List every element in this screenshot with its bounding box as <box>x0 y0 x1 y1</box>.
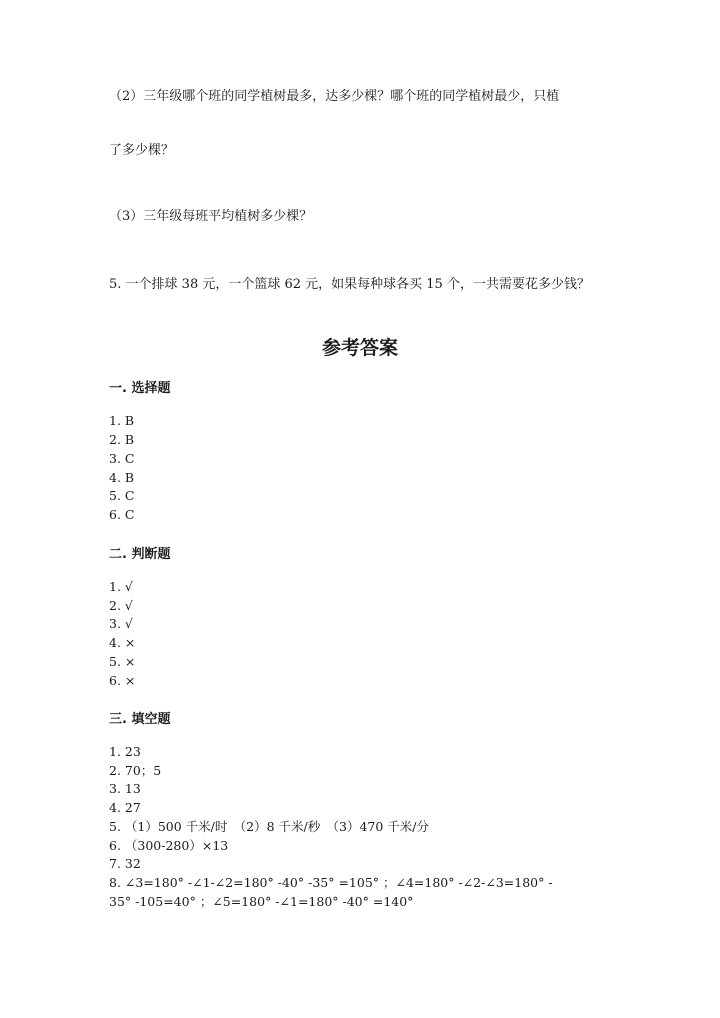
list-item: 6. （300-280）×13 <box>109 838 229 853</box>
list-item: 1. 23 <box>109 744 141 759</box>
list-item: 8. ∠3=180° -∠1-∠2=180° -40° -35° =105° ；∠4=180° -∠2-∠3=180° - <box>109 875 553 890</box>
list-item: 7. 32 <box>109 856 141 871</box>
section-heading-judge: 二. 判断题 <box>109 547 171 562</box>
list-item: 2. B <box>109 432 135 447</box>
list-item: 3. C <box>109 451 135 466</box>
question-2-line-1: （2）三年级哪个班的同学植树最多，达多少棵？哪个班的同学植树最少，只植 <box>109 89 560 104</box>
question-5: 5. 一个排球 38 元，一个篮球 62 元，如果每种球各买 15 个，一共需要花多少钱？ <box>109 277 590 292</box>
list-item: 5. C <box>109 488 135 503</box>
list-item: 1. √ <box>109 579 133 594</box>
list-item: 5. （1）500 千米/时 （2）8 千米/秒 （3）470 千米/分 <box>109 819 429 834</box>
list-item: 6. × <box>109 673 136 688</box>
list-item: 4. × <box>109 635 136 650</box>
list-item: 4. 27 <box>109 800 141 815</box>
list-item: 6. C <box>109 507 135 522</box>
question-3: （3）三年级每班平均植树多少棵？ <box>109 209 313 224</box>
question-2-line-2: 了多少棵？ <box>109 143 175 158</box>
list-item: 2. √ <box>109 598 133 613</box>
list-item: 4. B <box>109 470 135 485</box>
list-item: 35° -105=40° ；∠5=180° -∠1=180° -40° =140° <box>109 894 414 909</box>
section-heading-fill: 三. 填空题 <box>109 712 171 727</box>
section-heading-choice: 一. 选择题 <box>109 381 171 396</box>
answer-title: 参考答案 <box>321 337 398 359</box>
list-item: 5. × <box>109 654 136 669</box>
list-item: 1. B <box>109 413 135 428</box>
list-item: 3. 13 <box>109 781 141 796</box>
list-item: 2. 70；5 <box>109 763 162 778</box>
list-item: 3. √ <box>109 616 133 631</box>
